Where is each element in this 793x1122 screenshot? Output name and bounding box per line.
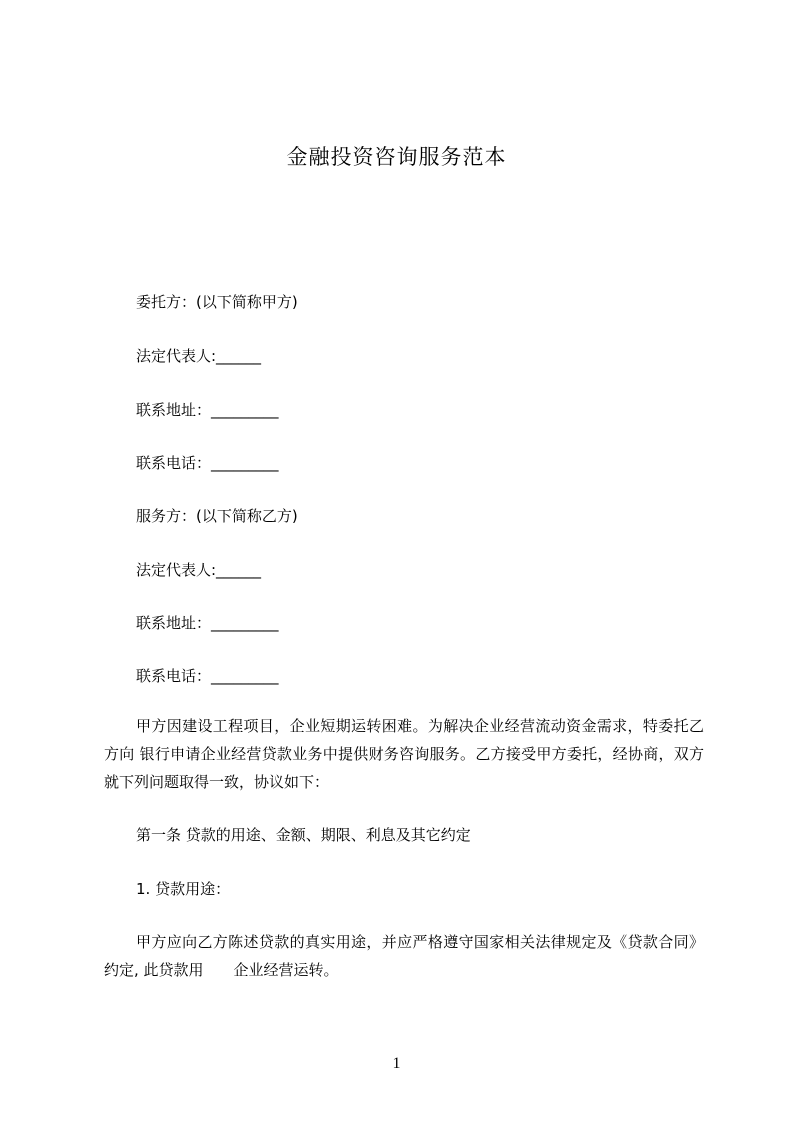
article-1-heading: 第一条 贷款的用途、金额、期限、利息及其它约定 <box>136 826 471 844</box>
item-1-body: 甲方应向乙方陈述贷款的真实用途，并应严格遵守国家相关法律规定及《贷款合同》约定, 此贷款用 企业经营运转。 <box>104 933 704 979</box>
party-a-phone: 联系电话：_________ <box>136 454 279 472</box>
party-b-phone: 联系电话：_________ <box>136 667 279 685</box>
party-b-address: 联系地址：_________ <box>136 614 279 632</box>
party-a-address: 联系地址：_________ <box>136 401 279 419</box>
party-a-heading: 委托方：(以下简称甲方) <box>136 293 298 311</box>
page-number: 1 <box>392 1055 401 1072</box>
party-b-representative: 法定代表人:______ <box>136 561 262 579</box>
party-a-representative: 法定代表人:______ <box>136 347 262 365</box>
intro-paragraph: 甲方因建设工程项目，企业短期运转困难。为解决企业经营流动资金需求，特委托乙方向 银行申请企业经营贷款业务中提供财务咨询服务。乙方接受甲方委托，经协商，双方就下列问题取得一致，协议如下： <box>104 717 704 791</box>
document-title: 金融投资咨询服务范本 <box>286 145 507 169</box>
party-b-heading: 服务方：(以下简称乙方) <box>136 507 298 525</box>
item-1-heading: 1. 贷款用途： <box>136 880 231 898</box>
